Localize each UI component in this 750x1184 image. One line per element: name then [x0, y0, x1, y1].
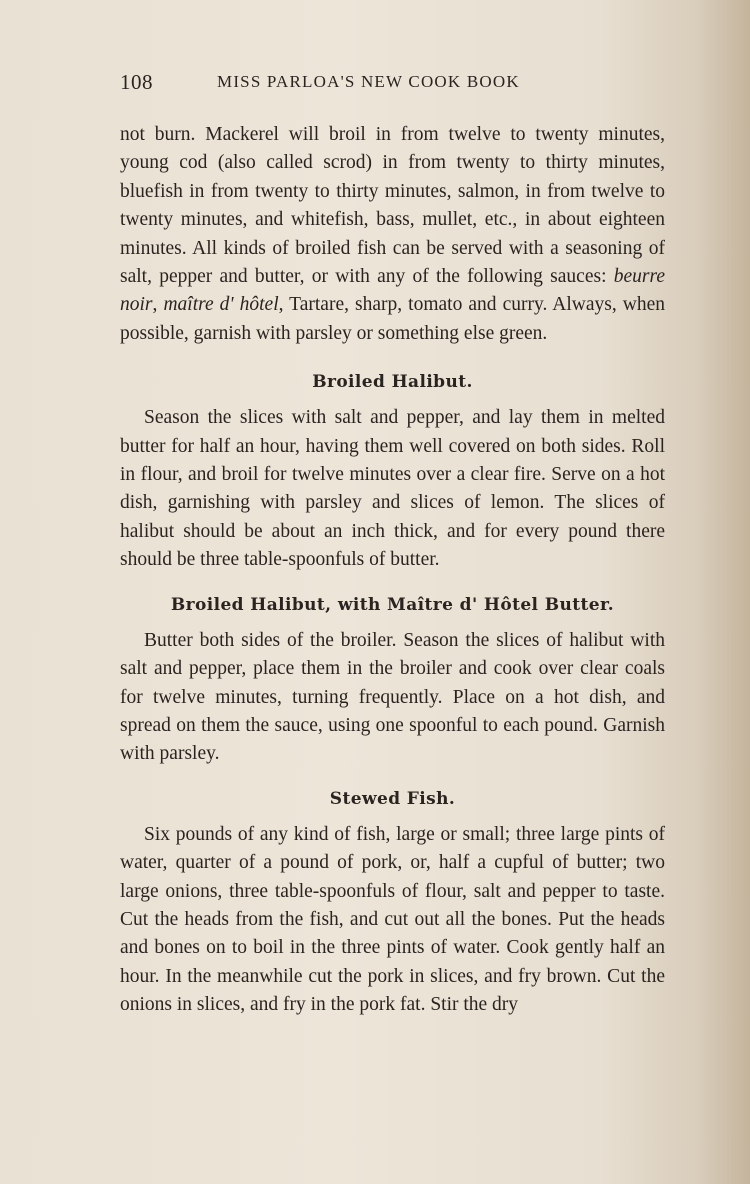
intro-text-2: , Tartare, sharp, tomato and curry. Always, when possible, garnish with parsley or something else green.	[120, 294, 666, 344]
page-body	[120, 121, 665, 1036]
section-heading: Stewed Fish.	[329, 788, 456, 809]
sauce-beurre-noir: beurre noir	[120, 266, 665, 316]
section-paragraph: Six pounds of any kind of fish, large or small; three large pints of water, quarter of a pound of pork, or, half a cupful of butter; two large onions, three table-spoonfuls of flour, salt and pepper to taste. Cut the heads from the fish, and cut out all the bones. Put the heads and bones on to boil in the three pints of water. Cook gently half an hour. In the meanwhile cut the pork in slices, and fry brown. Cut the onions in slices, and fry in the pork fat. Stir the dry	[120, 823, 665, 1016]
section-paragraph: Butter both sides of the broiler. Season the slices of halibut with salt and pepper, place them in the broiler and cook over clear coals for twelve minutes, turning frequently. Place on a hot dish, and spread on them the sauce, using one spoonful to each pound. Garnish with parsley.	[120, 629, 665, 765]
recipe-broiled-halibut	[120, 368, 665, 574]
intro-text-1: not burn. Mackerel will broil in from twelve to twenty minutes, young cod (also called scrod) in from twenty to thirty minutes, bluefish in from twenty to thirty minutes, salmon, in from twelve to twenty minutes, and whitefish, bass, mullet, etc., in about eighteen minutes. All kinds of broiled fish can be served with a seasoning of salt, pepper and butter, or with any of the following sauces:	[120, 124, 665, 288]
section-paragraph: Season the slices with salt and pepper, and lay them in melted butter for half an hour, having them well covered on both sides. Roll in flour, and broil for twelve minutes over a clear fire. Serve on a hot dish, garnishing with parsley and slices of lemon. The slices of halibut should be about an inch thick, and for every pound there should be three table-spoonfuls of butter.	[120, 407, 665, 571]
recipe-stewed-fish	[120, 785, 665, 1020]
intro-paragraph	[120, 121, 665, 348]
intro-separator: ,	[152, 294, 164, 316]
section-heading: Broiled Halibut, with Maître d' Hôtel Butter.	[170, 594, 615, 615]
sauce-maitre-d-hotel: maître d' hôtel	[163, 294, 279, 316]
recipe-broiled-halibut-maitre-d-hotel	[120, 591, 665, 769]
section-heading: Broiled Halibut.	[312, 372, 473, 393]
running-title: MISS PARLOA'S NEW COOK BOOK	[217, 72, 520, 91]
page-number: 108	[120, 70, 153, 94]
page-header	[120, 70, 665, 100]
